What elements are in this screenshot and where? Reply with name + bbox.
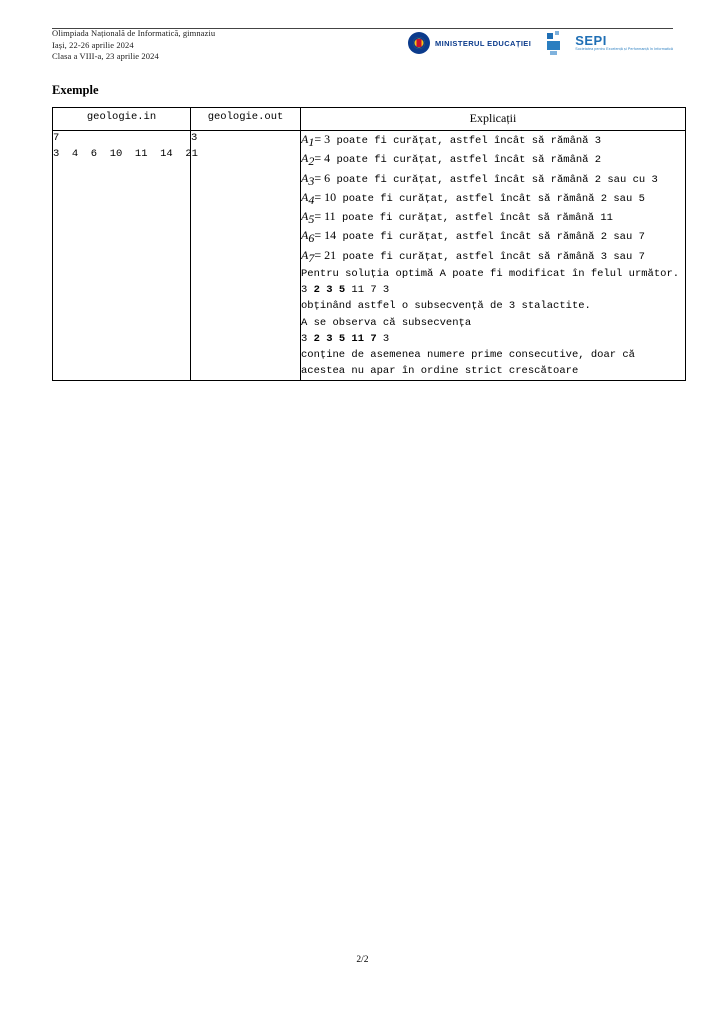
explanation-text: poate fi curățat, astfel încât să rămână 2 sau cu 3 — [336, 173, 658, 186]
output-line-1: 3 — [191, 132, 198, 144]
page-footer — [0, 955, 725, 965]
sequence-prefix: 3 — [301, 332, 314, 345]
var-value: = 6 — [314, 170, 331, 185]
var-value: = 14 — [314, 228, 337, 243]
sequence-prefix: 3 — [301, 284, 314, 297]
sequence-suffix: 3 — [376, 332, 390, 345]
examples-table — [52, 107, 686, 381]
sepi-title: SEPI — [575, 33, 607, 49]
sequence-line-1 — [301, 282, 685, 298]
ministry-logo — [408, 32, 531, 54]
explanation-note-1: Pentru soluția optimă A poate fi modificat în felul următor. — [301, 268, 680, 281]
var-name: A — [301, 132, 309, 146]
sepi-logo — [545, 30, 673, 56]
romania-crest-icon — [408, 32, 430, 54]
output-cell — [191, 131, 301, 381]
var-index: 2 — [308, 154, 315, 169]
explanation-cell — [301, 131, 686, 381]
var-value: = 3 — [314, 132, 331, 146]
var-name: A — [301, 247, 309, 262]
page-number: 2/2 — [356, 955, 369, 965]
page-header — [52, 28, 673, 72]
var-index: 6 — [308, 231, 315, 246]
var-name: A — [301, 228, 309, 243]
sequence-line-2 — [301, 331, 685, 347]
var-value: = 4 — [314, 151, 331, 166]
explanation-note-4: conține de asemenea numere prime consecutive, doar că acestea nu apar în ordine strict crescătoare — [301, 349, 635, 378]
var-value: = 11 — [314, 209, 336, 224]
explanation-note-2: obținând astfel o subsecvență de 3 stalactite. — [301, 300, 591, 313]
explanation-text: poate fi curățat, astfel încât să rămână 3 — [336, 135, 602, 147]
input-line-1: 7 — [53, 132, 60, 144]
sequence-suffix: 11 7 3 — [345, 284, 390, 297]
var-value: = 21 — [314, 247, 337, 262]
explanation-item — [301, 227, 685, 246]
var-value: = 10 — [314, 189, 337, 204]
var-name: A — [301, 209, 309, 224]
header-meta — [52, 28, 215, 63]
sepi-mark-icon — [545, 30, 571, 56]
sepi-text — [575, 34, 673, 52]
explanation-item — [301, 131, 685, 150]
var-index: 4 — [308, 192, 315, 207]
var-name: A — [301, 151, 309, 166]
explanation-item — [301, 247, 685, 266]
input-line-2: 3 4 6 10 11 14 21 — [53, 147, 198, 160]
var-name: A — [301, 170, 309, 185]
var-index: 5 — [308, 212, 315, 227]
var-index: 7 — [308, 250, 315, 265]
column-header-output: geologie.out — [191, 108, 301, 131]
explanation-note-3: A se observa că subsecvența — [301, 316, 472, 329]
sepi-subtitle: Societatea pentru Excelență și Performanță în Informatică — [575, 47, 673, 52]
sequence-highlight: 2 3 5 11 7 — [313, 332, 377, 345]
explanation-text: poate fi curățat, astfel încât să rămână 2 sau 5 — [342, 192, 645, 205]
explanation-item — [301, 170, 685, 189]
column-header-input: geologie.in — [53, 108, 191, 131]
explanation-text: poate fi curățat, astfel încât să rămână 11 — [341, 212, 613, 225]
sequence-highlight: 2 3 5 — [313, 284, 346, 297]
explanation-item — [301, 208, 685, 227]
var-index: 3 — [308, 173, 315, 188]
table-row — [53, 131, 686, 381]
header-line-1: Olimpiada Națională de Informatică, gimnaziu — [52, 28, 216, 38]
explanation-text: poate fi curățat, astfel încât să rămână 2 — [336, 154, 602, 167]
section-title: Exemple — [52, 83, 99, 97]
explanation-item — [301, 150, 685, 169]
header-line-3: Clasa a VIII-a, 23 aprilie 2024 — [52, 51, 159, 61]
var-index: 1 — [308, 135, 315, 150]
explanation-text: poate fi curățat, astfel încât să rămână 2 sau 7 — [342, 231, 645, 244]
ministry-label: MINISTERUL EDUCAȚIEI — [435, 38, 532, 48]
explanation-item — [301, 189, 685, 208]
explanation-text: poate fi curățat, astfel încât să rămână 3 sau 7 — [342, 250, 645, 263]
header-line-2: Iași, 22-26 aprilie 2024 — [52, 39, 134, 50]
table-header-row — [53, 108, 686, 131]
var-name: A — [301, 189, 309, 204]
column-header-explanations: Explicații — [301, 108, 686, 131]
header-logos — [408, 30, 673, 56]
input-cell — [53, 131, 198, 381]
